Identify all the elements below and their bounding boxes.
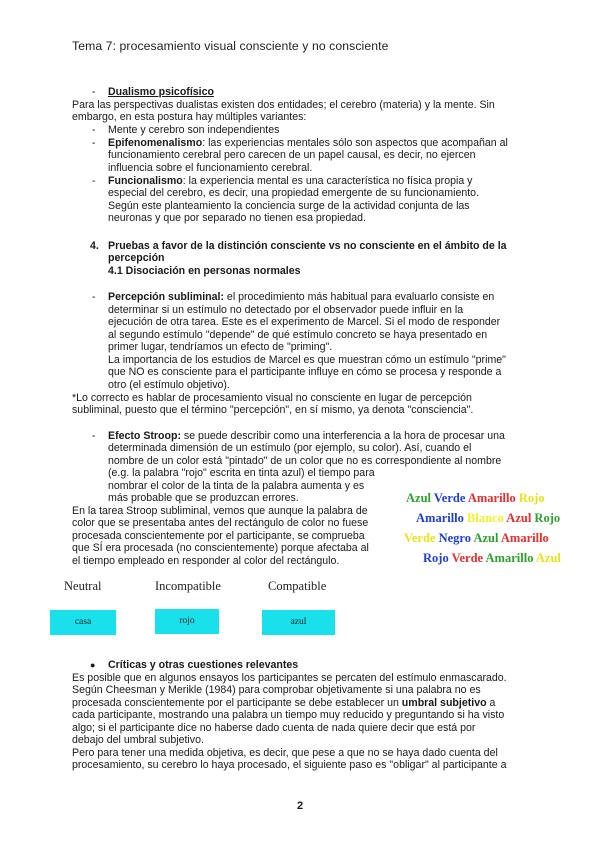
dualismo-intro-line: embargo, en esta postura hay múltiples variantes: [72,111,307,123]
dualismo-item-funcionalismo [108,175,472,187]
stroop-word: Azul [406,491,431,505]
subliminal-text: La importancia de los estudios de Marcel es que muestran cómo un estímulo "prime" [108,354,506,366]
criticas-text: procesamiento, su cerebro lo haya procesado, el siguiente paso es "obligar" al participante a [72,759,507,771]
stroop-paragraph: el tiempo empleado en responder al color del rectángulo. [72,555,340,567]
stroop-paragraph: procesada conscientemente por el participante, se comprueba [72,530,365,542]
condition-label-compatible: Compatible [268,579,327,593]
bullet-dash: - [92,86,96,98]
subliminal-text: otro (el estímulo objetivo). [108,379,230,391]
stroop-text: nombre de un color está "pintado" de un color que no es correspondiente al nombre [108,455,502,467]
stroop-word: Verde [433,491,466,505]
dualismo-heading: Dualismo psicofísico [108,86,214,98]
criticas-heading: Críticas y otras cuestiones relevantes [108,659,299,671]
criticas-text: debajo del umbral subjetivo. [72,734,204,746]
condition-box-compatible [262,610,335,635]
term-funcionalismo: Funcionalismo [108,175,183,187]
subliminal-text: que NO es consciente para el participante influye en cómo se procesa y responde a [108,366,502,378]
stroop-row [416,508,560,528]
condition-word: rojo [179,616,195,627]
item-text: neuronas y que por separado no tienen esa propiedad. [108,212,366,224]
subliminal-text: al segundo estímulo "depende" de qué estímulo concreto se haya presentado en [108,329,488,341]
stroop-text: determinada dimensión de un estímulo (por ejemplo, su color). Así, cuando el [108,442,472,454]
stroop-row [406,488,545,508]
bullet-dash: - [92,124,96,136]
condition-word: azul [290,617,307,628]
criticas-text: algo; si el participante dice no haberse dado cuenta de nada quiere decir que está por [72,722,476,734]
condition-word: casa [74,617,92,628]
dualismo-item-text: Mente y cerebro son independientes [108,124,280,136]
term-epifenomenalismo: Epifenomenalismo [108,137,203,149]
subliminal-text: primer lugar, tendríamos un efecto de "priming". [108,341,333,353]
criticas-text: Según Cheesman y Merikle (1984) para comprobar objetivamente si una palabra no es [72,684,481,696]
stroop-word: Verde [451,551,484,565]
stroop-text: más probable que se produzcan errores. [108,492,299,504]
condition-label-neutral: Neutral [64,579,102,593]
stroop-word: Rojo [518,491,545,505]
stroop-first-line [108,430,505,442]
item-text: influencia sobre el funcionamiento cerebral. [108,162,313,174]
condition-box-incompatible [155,609,219,634]
dualismo-intro-line: Para las perspectivas dualistas existen dos entidades; el cerebro (materia) y la mente. Sin [72,99,495,111]
term-umbral-subjetivo: umbral subjetivo [401,697,487,709]
stroop-row [423,548,561,568]
subliminal-note: *Lo correcto es hablar de procesamiento visual no consciente en lugar de percepción [72,392,472,404]
subliminal-text: el procedimiento más habitual para evaluarlo consiste en [223,291,495,303]
item-text: especial del cerebro, es decir, una propiedad emergente de su funcionamiento. [108,187,480,199]
stroop-figure [397,486,567,568]
stroop-word: Azul [535,551,561,565]
criticas-text: cada participante, mostrando una palabra un tiempo muy reducido y preguntando si ha visto [72,709,505,721]
dualismo-item-epifenomenalismo [108,137,508,149]
condition-box-neutral [50,610,116,635]
stroop-paragraph: En la tarea Stroop subliminal, vemos que aunque la palabra de [72,505,368,517]
section-title: Pruebas a favor de la distinción consciente vs no consciente en el ámbito de la [108,240,507,252]
stroop-text: se puede describir como una interferencia a la hora de procesar una [180,430,505,442]
item-text: funcionamiento cerebral pero carecen de un papel causal, es decir, no ejercen [108,149,476,161]
bullet-dash: - [92,137,96,149]
stroop-row [404,528,549,548]
stroop-word: Amarillo [500,531,549,545]
bullet-dash: - [92,175,96,187]
criticas-text: a [486,697,496,709]
bullet-dot: ● [90,660,96,670]
condition-label-incompatible: Incompatible [155,579,221,593]
term-percepcion-subliminal: Percepción subliminal: [108,291,224,303]
criticas-text: procesada conscientemente por el participante se debe establecer un [72,697,402,709]
item-text: Según este planteamiento la conciencia surge de la actividad conjunta de las [108,200,470,212]
criticas-text-umbral [72,697,495,709]
item-text: : la experiencia mental es una característica no física propia y [182,175,473,187]
bullet-dash: - [92,430,96,442]
stroop-text: (e.g. la palabra "rojo" escrita en tinta azul) el tiempo para [108,467,375,479]
stroop-word: Amarillo [416,511,464,525]
stroop-word: Rojo [423,551,449,565]
stroop-word: Azul [506,511,532,525]
section-number: 4. [90,240,99,252]
bullet-dash: - [92,291,96,303]
stroop-word: Azul [473,531,499,545]
stroop-word: Blanco [467,511,504,525]
criticas-text: Pero para tener una medida objetiva, es decir, que pese a que no se haya dado cuenta del [72,747,498,759]
section-title: percepción [108,252,165,264]
criticas-text: Es posible que en algunos ensayos los participantes se percaten del estímulo enmascarado. [72,672,507,684]
page-header-title: Tema 7: procesamiento visual consciente y no consciente [72,39,389,53]
stroop-word: Amarillo [467,491,516,505]
item-text: : las experiencias mentales sólo son aspectos que acompañan al [202,137,508,149]
stroop-word: Verde [404,531,436,545]
page-number: 2 [297,800,304,812]
stroop-word: Rojo [534,511,561,525]
section-subtitle: 4.1 Disociación en personas normales [108,265,301,277]
stroop-text: nombrar el color de la tinta de la palabra aumenta y es [108,480,365,492]
subliminal-text: ejecución de otra tarea. Este es el experimento de Marcel. Si el modo de responder [108,316,501,328]
subliminal-note: subliminal, puesto que el término "percepción", en sí mismo, ya denota "consciencia". [72,404,474,416]
stroop-paragraph: color que se presentaba antes del rectángulo de color no fuese [72,517,369,529]
term-efecto-stroop: Efecto Stroop: [108,430,181,442]
subliminal-text: determinar si un estímulo no detectado por el observador puede influir en la [108,304,464,316]
subliminal-first-line [108,291,494,303]
stroop-paragraph: que SÍ era procesada (no conscientemente) porque afectaba al [72,542,369,554]
stroop-word: Negro [438,531,472,545]
stroop-word: Amarillo [485,551,534,565]
